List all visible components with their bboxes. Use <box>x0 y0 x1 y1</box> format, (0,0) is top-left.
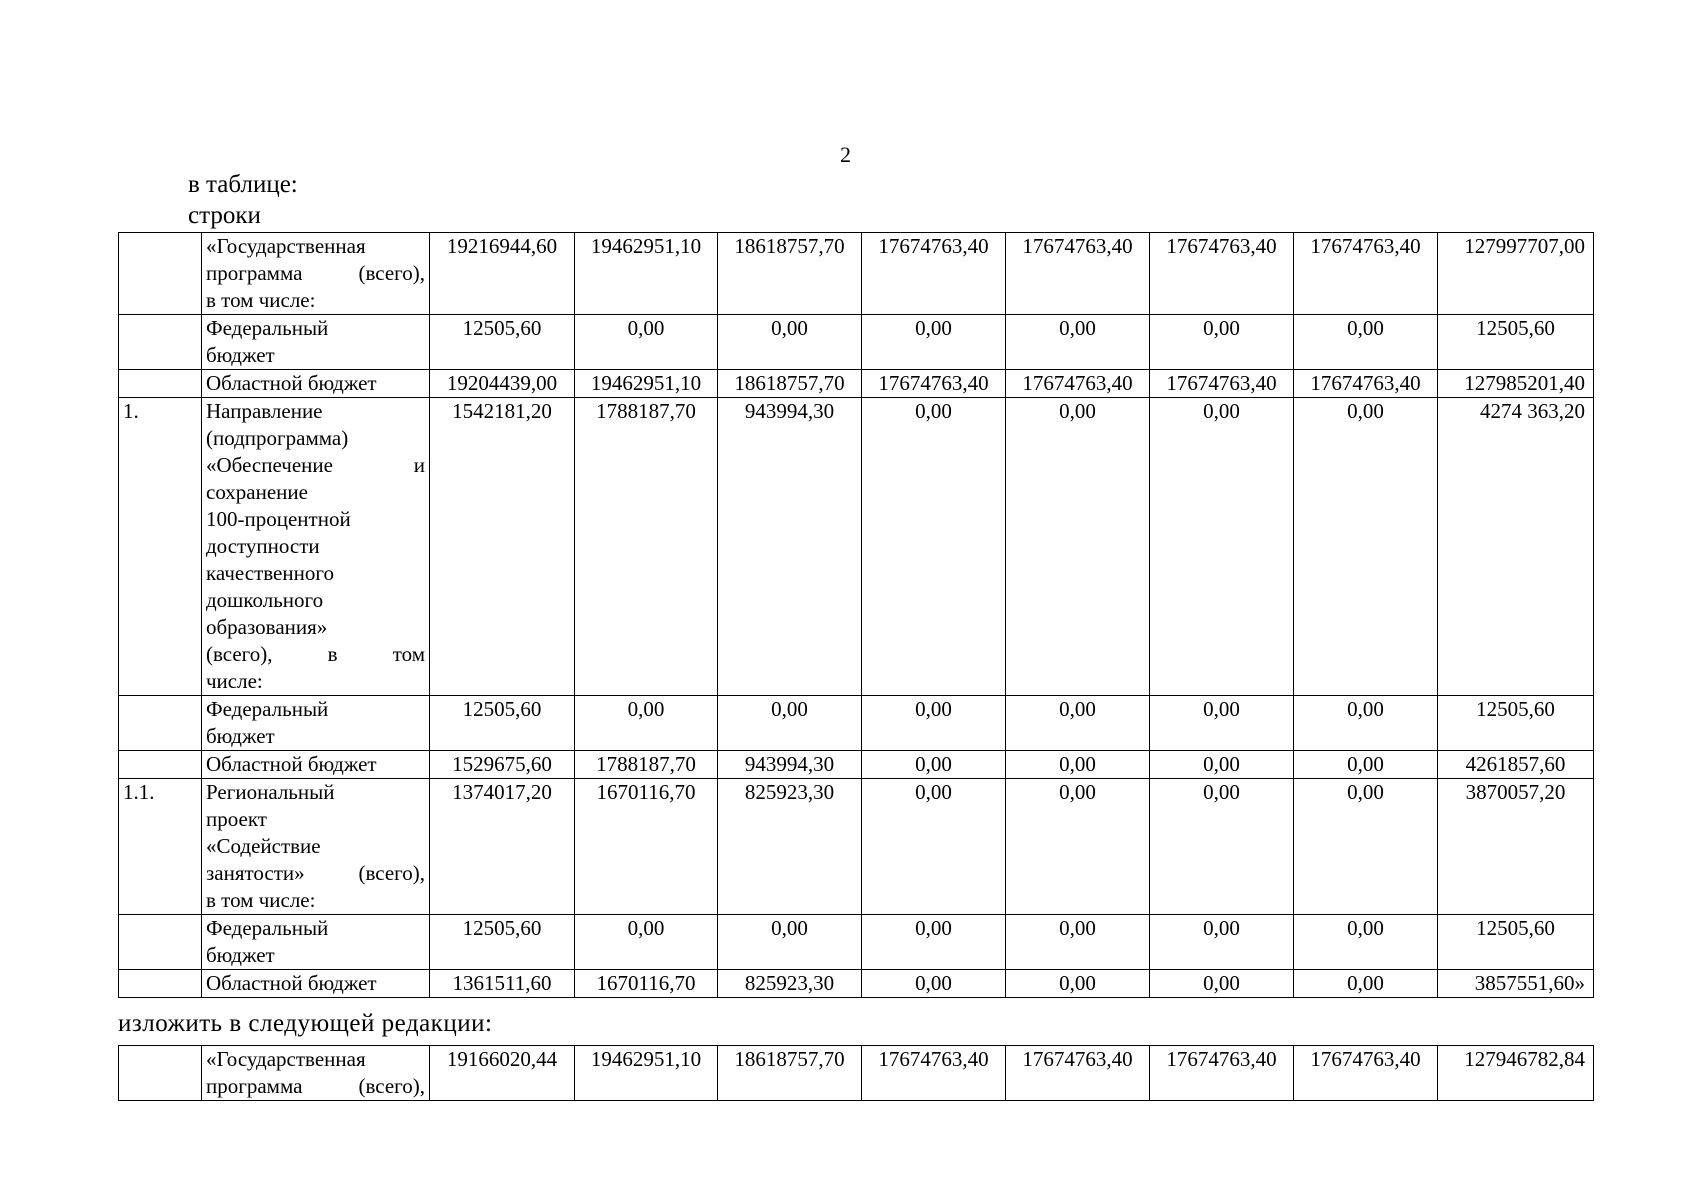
row-name-line: в том числе: <box>206 888 316 912</box>
value-cell-1: 1361511,60 <box>430 970 575 998</box>
value-cell-2: 1788187,70 <box>575 398 718 696</box>
value-cell-1: 12505,60 <box>430 915 575 970</box>
value-cell-1: 1542181,20 <box>430 398 575 696</box>
value-cell-4: 0,00 <box>862 970 1006 998</box>
value-cell-8: 3870057,20 <box>1438 779 1594 915</box>
row-name-cell <box>202 915 430 970</box>
row-name-cell <box>202 779 430 915</box>
table-row <box>119 779 1594 915</box>
row-number-cell <box>119 315 202 370</box>
row-number-cell <box>119 970 202 998</box>
value-cell-2: 19462951,10 <box>575 1046 718 1101</box>
value-cell-6: 17674763,40 <box>1150 370 1294 398</box>
value-cell-5: 0,00 <box>1006 751 1150 779</box>
value-cell-2: 0,00 <box>575 315 718 370</box>
value-cell-8: 127946782,84 <box>1438 1046 1594 1101</box>
value-cell-3: 943994,30 <box>718 398 862 696</box>
value-cell-5: 17674763,40 <box>1006 1046 1150 1101</box>
value-cell-3: 0,00 <box>718 915 862 970</box>
row-number-cell: 1.1. <box>119 779 202 915</box>
value-cell-2: 1670116,70 <box>575 970 718 998</box>
value-cell-3: 825923,30 <box>718 779 862 915</box>
table-row <box>119 696 1594 751</box>
value-cell-2: 1670116,70 <box>575 779 718 915</box>
row-name-line: бюджет <box>206 343 275 367</box>
value-cell-7: 17674763,40 <box>1294 1046 1438 1101</box>
intro-line-table: в таблице: <box>188 171 298 198</box>
value-cell-7: 0,00 <box>1294 915 1438 970</box>
row-name-cell <box>202 1046 430 1101</box>
row-number-cell <box>119 915 202 970</box>
row-name-line: проект <box>206 807 267 831</box>
value-cell-1: 19166020,44 <box>430 1046 575 1101</box>
value-cell-8: 12505,60 <box>1438 696 1594 751</box>
row-number-cell: 1. <box>119 398 202 696</box>
value-cell-5: 0,00 <box>1006 779 1150 915</box>
value-cell-5: 0,00 <box>1006 315 1150 370</box>
value-cell-3: 18618757,70 <box>718 233 862 315</box>
value-cell-5: 0,00 <box>1006 398 1150 696</box>
budget-table-new <box>118 1045 1594 1101</box>
value-cell-6: 0,00 <box>1150 970 1294 998</box>
row-name-line: Региональный <box>206 780 335 804</box>
row-name-line: (подпрограмма) <box>206 426 349 450</box>
value-cell-4: 0,00 <box>862 696 1006 751</box>
row-name-line: бюджет <box>206 724 275 748</box>
row-name-line: программа (всего), <box>206 261 425 285</box>
table-row <box>119 370 1594 398</box>
value-cell-1: 19216944,60 <box>430 233 575 315</box>
value-cell-8: 12505,60 <box>1438 315 1594 370</box>
row-number-cell <box>119 233 202 315</box>
row-name-cell <box>202 233 430 315</box>
value-cell-7: 0,00 <box>1294 970 1438 998</box>
table-row <box>119 315 1594 370</box>
table-row <box>119 233 1594 315</box>
value-cell-1: 1374017,20 <box>430 779 575 915</box>
value-cell-6: 0,00 <box>1150 779 1294 915</box>
value-cell-5: 0,00 <box>1006 970 1150 998</box>
value-cell-5: 17674763,40 <box>1006 370 1150 398</box>
page-number: 2 <box>840 142 851 167</box>
row-name-line: 100-процентной <box>206 507 351 531</box>
table-row <box>119 970 1594 998</box>
value-cell-8: 4261857,60 <box>1438 751 1594 779</box>
value-cell-4: 0,00 <box>862 315 1006 370</box>
value-cell-2: 1788187,70 <box>575 751 718 779</box>
row-name-line: Областной бюджет <box>206 971 377 995</box>
value-cell-3: 0,00 <box>718 315 862 370</box>
row-name-line: «Обеспечение и <box>206 453 425 477</box>
value-cell-4: 0,00 <box>862 751 1006 779</box>
row-name-line: сохранение <box>206 480 308 504</box>
row-name-cell <box>202 315 430 370</box>
row-name-line: Федеральный <box>206 916 329 940</box>
row-name-line: дошкольного <box>206 588 324 612</box>
value-cell-7: 0,00 <box>1294 779 1438 915</box>
value-cell-2: 0,00 <box>575 696 718 751</box>
row-name-line: бюджет <box>206 943 275 967</box>
value-cell-6: 0,00 <box>1150 751 1294 779</box>
table-row <box>119 1046 1594 1101</box>
table-row <box>119 915 1594 970</box>
value-cell-4: 17674763,40 <box>862 370 1006 398</box>
row-name-line: Областной бюджет <box>206 752 377 776</box>
value-cell-8: 4274 363,20 <box>1438 398 1594 696</box>
value-cell-3: 943994,30 <box>718 751 862 779</box>
value-cell-4: 17674763,40 <box>862 1046 1006 1101</box>
row-name-line: программа (всего), <box>206 1074 425 1098</box>
row-name-line: доступности <box>206 534 320 558</box>
value-cell-7: 0,00 <box>1294 751 1438 779</box>
replace-note: изложить в следующей редакции: <box>118 1010 493 1037</box>
value-cell-8: 12505,60 <box>1438 915 1594 970</box>
value-cell-6: 0,00 <box>1150 915 1294 970</box>
row-name-line: Областной бюджет <box>206 371 377 395</box>
table-row <box>119 751 1594 779</box>
value-cell-8: 3857551,60» <box>1438 970 1594 998</box>
value-cell-7: 17674763,40 <box>1294 233 1438 315</box>
value-cell-3: 825923,30 <box>718 970 862 998</box>
value-cell-7: 0,00 <box>1294 398 1438 696</box>
row-name-cell <box>202 370 430 398</box>
value-cell-6: 17674763,40 <box>1150 233 1294 315</box>
row-name-line: в том числе: <box>206 288 316 312</box>
row-number-cell <box>119 1046 202 1101</box>
table-row <box>119 398 1594 696</box>
row-name-cell <box>202 398 430 696</box>
row-name-cell <box>202 751 430 779</box>
value-cell-5: 17674763,40 <box>1006 233 1150 315</box>
value-cell-4: 0,00 <box>862 779 1006 915</box>
value-cell-3: 0,00 <box>718 696 862 751</box>
value-cell-7: 0,00 <box>1294 315 1438 370</box>
row-number-cell <box>119 696 202 751</box>
value-cell-2: 0,00 <box>575 915 718 970</box>
value-cell-5: 0,00 <box>1006 915 1150 970</box>
row-name-line: образования» <box>206 615 328 639</box>
value-cell-4: 0,00 <box>862 915 1006 970</box>
value-cell-3: 18618757,70 <box>718 1046 862 1101</box>
row-name-line: (всего), в том <box>206 642 425 666</box>
budget-table-original <box>118 232 1594 998</box>
value-cell-6: 0,00 <box>1150 696 1294 751</box>
value-cell-4: 0,00 <box>862 398 1006 696</box>
value-cell-7: 0,00 <box>1294 696 1438 751</box>
row-name-line: занятости» (всего), <box>206 861 425 885</box>
value-cell-1: 12505,60 <box>430 696 575 751</box>
value-cell-1: 12505,60 <box>430 315 575 370</box>
value-cell-6: 0,00 <box>1150 398 1294 696</box>
value-cell-2: 19462951,10 <box>575 370 718 398</box>
row-name-line: числе: <box>206 669 263 693</box>
row-name-line: Направление <box>206 399 323 423</box>
row-number-cell <box>119 370 202 398</box>
row-name-line: «Государственная <box>206 234 366 258</box>
value-cell-8: 127985201,40 <box>1438 370 1594 398</box>
value-cell-3: 18618757,70 <box>718 370 862 398</box>
row-name-line: Федеральный <box>206 697 329 721</box>
intro-line-rows: строки <box>188 202 261 229</box>
value-cell-2: 19462951,10 <box>575 233 718 315</box>
value-cell-1: 1529675,60 <box>430 751 575 779</box>
value-cell-1: 19204439,00 <box>430 370 575 398</box>
row-name-line: «Содействие <box>206 834 321 858</box>
row-name-line: Федеральный <box>206 316 329 340</box>
value-cell-8: 127997707,00 <box>1438 233 1594 315</box>
row-name-line: качественного <box>206 561 334 585</box>
value-cell-5: 0,00 <box>1006 696 1150 751</box>
row-number-cell <box>119 751 202 779</box>
row-name-line: «Государственная <box>206 1047 366 1071</box>
row-name-cell <box>202 970 430 998</box>
value-cell-7: 17674763,40 <box>1294 370 1438 398</box>
value-cell-6: 0,00 <box>1150 315 1294 370</box>
value-cell-6: 17674763,40 <box>1150 1046 1294 1101</box>
value-cell-4: 17674763,40 <box>862 233 1006 315</box>
row-name-cell <box>202 696 430 751</box>
